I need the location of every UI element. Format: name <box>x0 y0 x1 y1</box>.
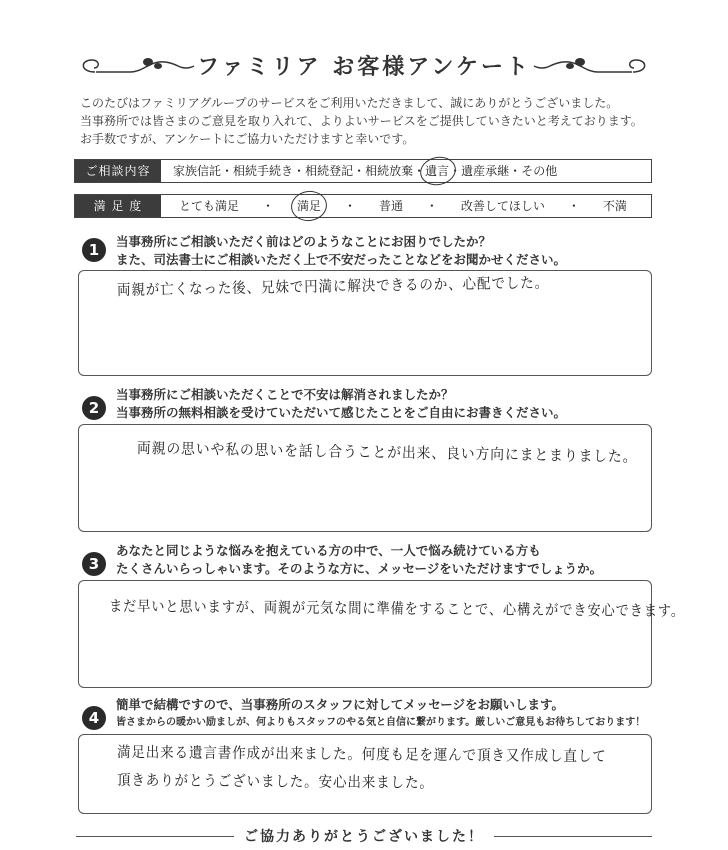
consultation-option-label: 遺言 <box>425 164 450 178</box>
satisfaction-option-selected[interactable] <box>297 195 321 217</box>
answer-box[interactable] <box>78 424 652 532</box>
question-number: 1 <box>82 238 106 262</box>
consultation-option[interactable]: 相続放棄 <box>365 164 414 178</box>
intro-line: このたびはファミリアグループのサービスをご利用いただきまして、誠にありがとうございました。 <box>80 96 619 110</box>
question-text <box>116 696 645 732</box>
question-line: 簡単で結構ですので、当事務所のスタッフに対してメッセージをお願いします。 <box>116 697 565 712</box>
handwritten-answer: 両親の思いや私の思いを話し合うことが出来、良い方向にまとまりました。 <box>136 439 638 466</box>
consultation-options: 家族信託 ・ 相続手続き ・ 相続登記 ・ 相続放棄 ・ 遺言 ・ 遺産承継 ・ その他 <box>173 160 645 182</box>
question-line: 当事務所にご相談いただく前はどのようなことにお困りでしたか？ <box>116 234 492 249</box>
satisfaction-options: とても満足 ・ 満足 ・ 普通 ・ 改善してほしい ・ 不満 <box>179 195 627 217</box>
question-number: 3 <box>82 552 106 576</box>
consultation-row <box>74 159 652 183</box>
consultation-option[interactable]: その他 <box>521 164 558 178</box>
answer-box[interactable] <box>78 580 686 688</box>
satisfaction-option[interactable]: とても満足 <box>179 199 240 213</box>
question-line: あなたと同じような悩みを抱えている方の中で、一人で悩み続けている方も <box>116 543 541 558</box>
answer-box[interactable] <box>78 734 652 814</box>
consultation-option[interactable]: 相続登記 <box>305 164 354 178</box>
consultation-option[interactable]: 遺産承継 <box>461 164 510 178</box>
intro-line: お手数ですが、アンケートにご協力いただけますと幸いです。 <box>80 132 415 146</box>
question-subtext: 皆さまからの暖かい励ましが、何よりもスタッフのやる気と自信に繋がります。厳しいご意見もお待ちしております！ <box>116 717 646 728</box>
question-text <box>116 542 602 578</box>
satisfaction-option-label: 満足 <box>296 199 321 213</box>
consultation-label: ご相談内容 <box>75 160 161 182</box>
handwritten-answer: まだ早いと思いますが、両親が元気な間に準備をすることで、心構えができ安心できます。 <box>108 597 686 621</box>
satisfaction-option[interactable]: 改善してほしい <box>460 199 545 213</box>
intro-text <box>80 94 680 148</box>
intro-line: 当事務所では皆さまのご意見を取り入れて、よりよいサービスをご提供していきたいと考えております。 <box>80 114 643 128</box>
handwritten-answer: 満足出来る遺言書作成が出来ました。何度も足を運んで頂き又作成し直して <box>116 743 607 766</box>
satisfaction-label: 満 足 度 <box>75 195 161 217</box>
satisfaction-row <box>74 194 652 218</box>
selection-circle <box>418 154 459 189</box>
question-number: 2 <box>82 396 106 420</box>
answer-box[interactable] <box>78 270 652 376</box>
question-line: また、司法書士にご相談いただく上で不安だったことなどをお聞かせください。 <box>116 252 567 267</box>
satisfaction-option[interactable]: 普通 <box>378 199 403 213</box>
question-line: たくさんいらっしゃいます。そのような方に、メッセージをいただけますでしょうか。 <box>116 561 603 576</box>
page-title: ファミリア お客様アンケート <box>197 55 531 80</box>
consultation-option[interactable]: 家族信託 <box>173 164 222 178</box>
question-text <box>116 233 566 269</box>
handwritten-answer: 頂きありがとうございました。安心出来ました。 <box>116 771 434 792</box>
selection-circle <box>289 189 329 224</box>
satisfaction-option[interactable]: 不満 <box>602 199 627 213</box>
handwritten-answer: 両親が亡くなった後、兄妹で円満に解決できるのか、心配でした。 <box>116 273 550 299</box>
question-line: 当事務所にご相談いただくことで不安は解消されましたか？ <box>116 387 454 402</box>
question-line: 当事務所の無料相談を受けていただいて感じたことをご自由にお書きください。 <box>116 405 567 420</box>
question-number: 4 <box>82 706 106 730</box>
footer-text: ご協力ありがとうございました！ <box>234 829 494 845</box>
consultation-option[interactable]: 相続手続き <box>233 164 294 178</box>
footer-thanks <box>0 826 728 846</box>
question-text <box>116 386 566 422</box>
consultation-option-selected[interactable] <box>425 160 449 182</box>
